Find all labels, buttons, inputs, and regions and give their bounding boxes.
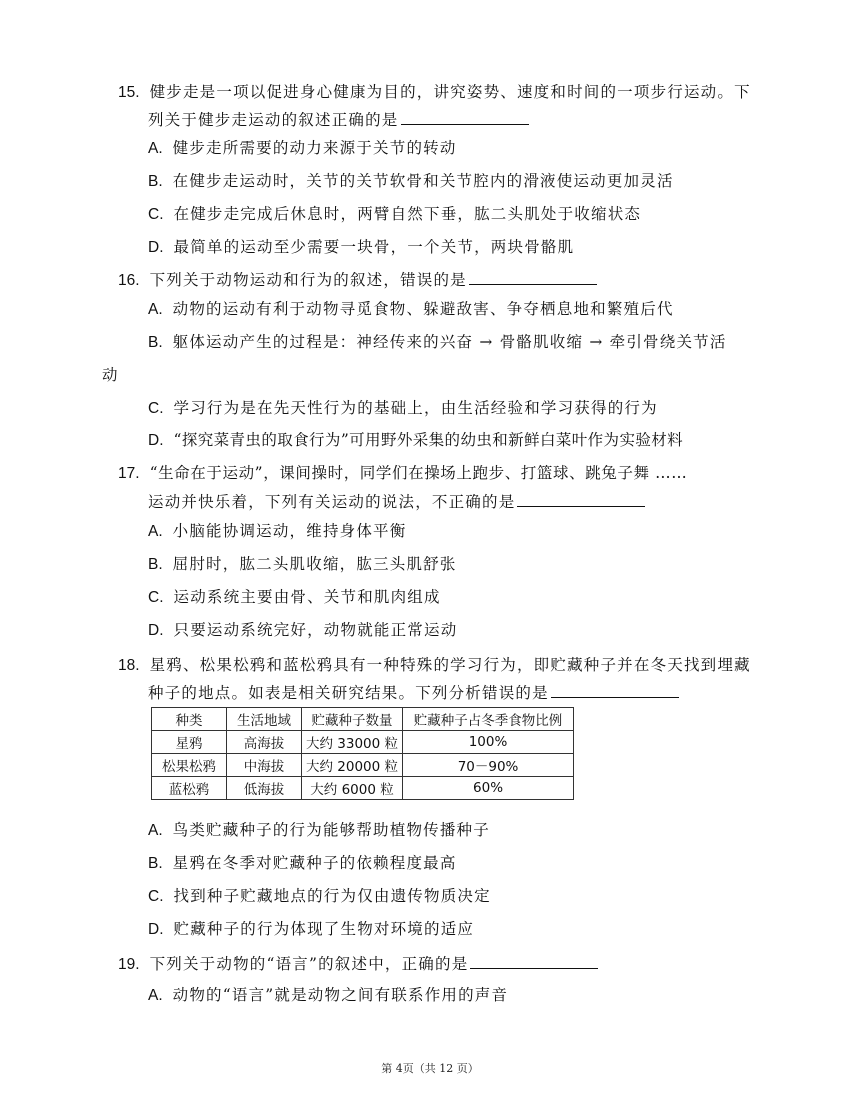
table-header: 贮藏种子占冬季食物比例: [403, 708, 574, 731]
question-text: 运动并快乐着，下列有关运动的说法，不正确的是: [148, 493, 516, 511]
option-b[interactable]: [148, 554, 457, 575]
table-cell: 中海拔: [227, 754, 302, 777]
option-letter: B.: [148, 556, 163, 573]
option-letter: C.: [148, 206, 164, 223]
option-text: 躯体运动产生的过程是：神经传来的兴奋 → 骨骼肌收缩 → 牵引骨绕关节活: [172, 333, 727, 351]
option-c[interactable]: [148, 204, 641, 225]
table-cell: 100%: [403, 731, 574, 754]
option-c[interactable]: [148, 886, 491, 907]
table-cell: 大约 6000 粒: [302, 777, 403, 800]
option-letter: D.: [148, 622, 164, 639]
option-text: 找到种子贮藏地点的行为仅由遗传物质决定: [173, 887, 491, 905]
option-d[interactable]: [148, 430, 683, 451]
option-text: 健步走所需要的动力来源于关节的转动: [172, 139, 457, 157]
option-letter: D.: [148, 432, 164, 449]
table-cell: 蓝松鸦: [152, 777, 227, 800]
option-c[interactable]: [148, 398, 658, 419]
option-text: 贮藏种子的行为体现了生物对环境的适应: [173, 920, 475, 938]
question-number: 15.: [118, 84, 140, 101]
option-a[interactable]: [148, 820, 490, 841]
option-letter: B.: [148, 855, 163, 872]
table-cell: 低海拔: [227, 777, 302, 800]
option-b[interactable]: [148, 171, 674, 192]
option-text: 小脑能协调运动，维持身体平衡: [172, 522, 407, 540]
option-letter: A.: [148, 140, 163, 157]
option-letter: D.: [148, 239, 164, 256]
table-cell: 松果松鸦: [152, 754, 227, 777]
option-b-cont: [102, 365, 119, 385]
question-18-stem: [118, 655, 751, 676]
question-16-stem: [118, 270, 597, 291]
question-17-stem: [118, 463, 687, 484]
option-letter: A.: [148, 523, 163, 540]
option-text: “探究菜青虫的取食行为”可用野外采集的幼虫和新鲜白菜叶作为实验材料: [173, 431, 684, 449]
option-text: 最简单的运动至少需要一块骨，一个关节，两块骨骼肌: [173, 238, 575, 256]
table-row: [152, 777, 574, 800]
table-cell: 高海拔: [227, 731, 302, 754]
answer-blank[interactable]: [470, 954, 598, 969]
option-text: 鸟类贮藏种子的行为能够帮助植物传播种子: [172, 821, 490, 839]
answer-blank[interactable]: [401, 110, 529, 125]
question-text: 星鸦、松果松鸦和蓝松鸦具有一种特殊的学习行为，即贮藏种子并在冬天找到埋藏: [149, 656, 751, 674]
table-cell: 70－90%: [403, 754, 574, 777]
option-a[interactable]: [148, 299, 674, 320]
question-18-stem-cont: [148, 683, 679, 703]
option-letter: B.: [148, 173, 163, 190]
page-footer: 第 4页（共 12 页）: [381, 1062, 479, 1075]
option-letter: A.: [148, 822, 163, 839]
question-number: 19.: [118, 956, 140, 973]
question-15-stem: [118, 82, 751, 103]
option-letter: D.: [148, 921, 164, 938]
option-text: 在健步走运动时，关节的关节软骨和关节腔内的滑液使运动更加灵活: [172, 172, 674, 190]
option-text: 屈肘时，肱二头肌收缩，肱三头肌舒张: [172, 555, 457, 573]
option-text: 动: [102, 366, 119, 384]
option-b[interactable]: [148, 332, 727, 353]
table-cell: 60%: [403, 777, 574, 800]
option-d[interactable]: [148, 620, 457, 641]
option-a[interactable]: [148, 985, 508, 1006]
answer-blank[interactable]: [469, 270, 597, 285]
option-b[interactable]: [148, 853, 457, 874]
answer-blank[interactable]: [517, 492, 645, 507]
option-c[interactable]: [148, 587, 441, 608]
table-cell: 大约 33000 粒: [302, 731, 403, 754]
option-letter: A.: [148, 301, 163, 318]
question-number: 16.: [118, 272, 140, 289]
option-letter: B.: [148, 334, 163, 351]
table-header-row: [152, 708, 574, 731]
option-a[interactable]: [148, 521, 406, 542]
table-cell: 大约 20000 粒: [302, 754, 403, 777]
question-text: “生命在于运动”，课间操时，同学们在操场上跑步、打篮球、跳兔子舞 ……: [149, 464, 688, 482]
option-text: 运动系统主要由骨、关节和肌肉组成: [173, 588, 441, 606]
seed-storage-table: [151, 707, 574, 800]
table-header: 生活地域: [227, 708, 302, 731]
question-number: 18.: [118, 657, 140, 674]
option-text: 动物的运动有利于动物寻觅食物、躲避敌害、争夺栖息地和繁殖后代: [172, 300, 674, 318]
option-d[interactable]: [148, 237, 574, 258]
table-row: [152, 731, 574, 754]
option-text: 只要运动系统完好，动物就能正常运动: [173, 621, 458, 639]
table-row: [152, 754, 574, 777]
table-header: 贮藏种子数量: [302, 708, 403, 731]
question-text: 下列关于动物运动和行为的叙述，错误的是: [149, 271, 467, 289]
question-text: 下列关于动物的“语言”的叙述中，正确的是: [149, 955, 469, 973]
question-15-stem-cont: [148, 110, 529, 130]
question-text: 健步走是一项以促进身心健康为目的，讲究姿势、速度和时间的一项步行运动。下: [149, 83, 751, 101]
answer-blank[interactable]: [551, 683, 679, 698]
question-text: 列关于健步走运动的叙述正确的是: [148, 111, 399, 129]
table-cell: 星鸦: [152, 731, 227, 754]
option-letter: A.: [148, 987, 163, 1004]
option-text: 星鸦在冬季对贮藏种子的依赖程度最高: [172, 854, 457, 872]
question-text: 种子的地点。如表是相关研究结果。下列分析错误的是: [148, 684, 549, 702]
option-letter: C.: [148, 400, 164, 417]
question-number: 17.: [118, 465, 140, 482]
option-d[interactable]: [148, 919, 474, 940]
question-19-stem: [118, 954, 598, 975]
option-text: 学习行为是在先天性行为的基础上，由生活经验和学习获得的行为: [173, 399, 658, 417]
option-a[interactable]: [148, 138, 457, 159]
question-17-stem-cont: [148, 492, 645, 512]
table-header: 种类: [152, 708, 227, 731]
option-text: 在健步走完成后休息时，两臂自然下垂，肱二头肌处于收缩状态: [173, 205, 642, 223]
option-text: 动物的“语言”就是动物之间有联系作用的声音: [172, 986, 509, 1004]
option-letter: C.: [148, 888, 164, 905]
option-letter: C.: [148, 589, 164, 606]
